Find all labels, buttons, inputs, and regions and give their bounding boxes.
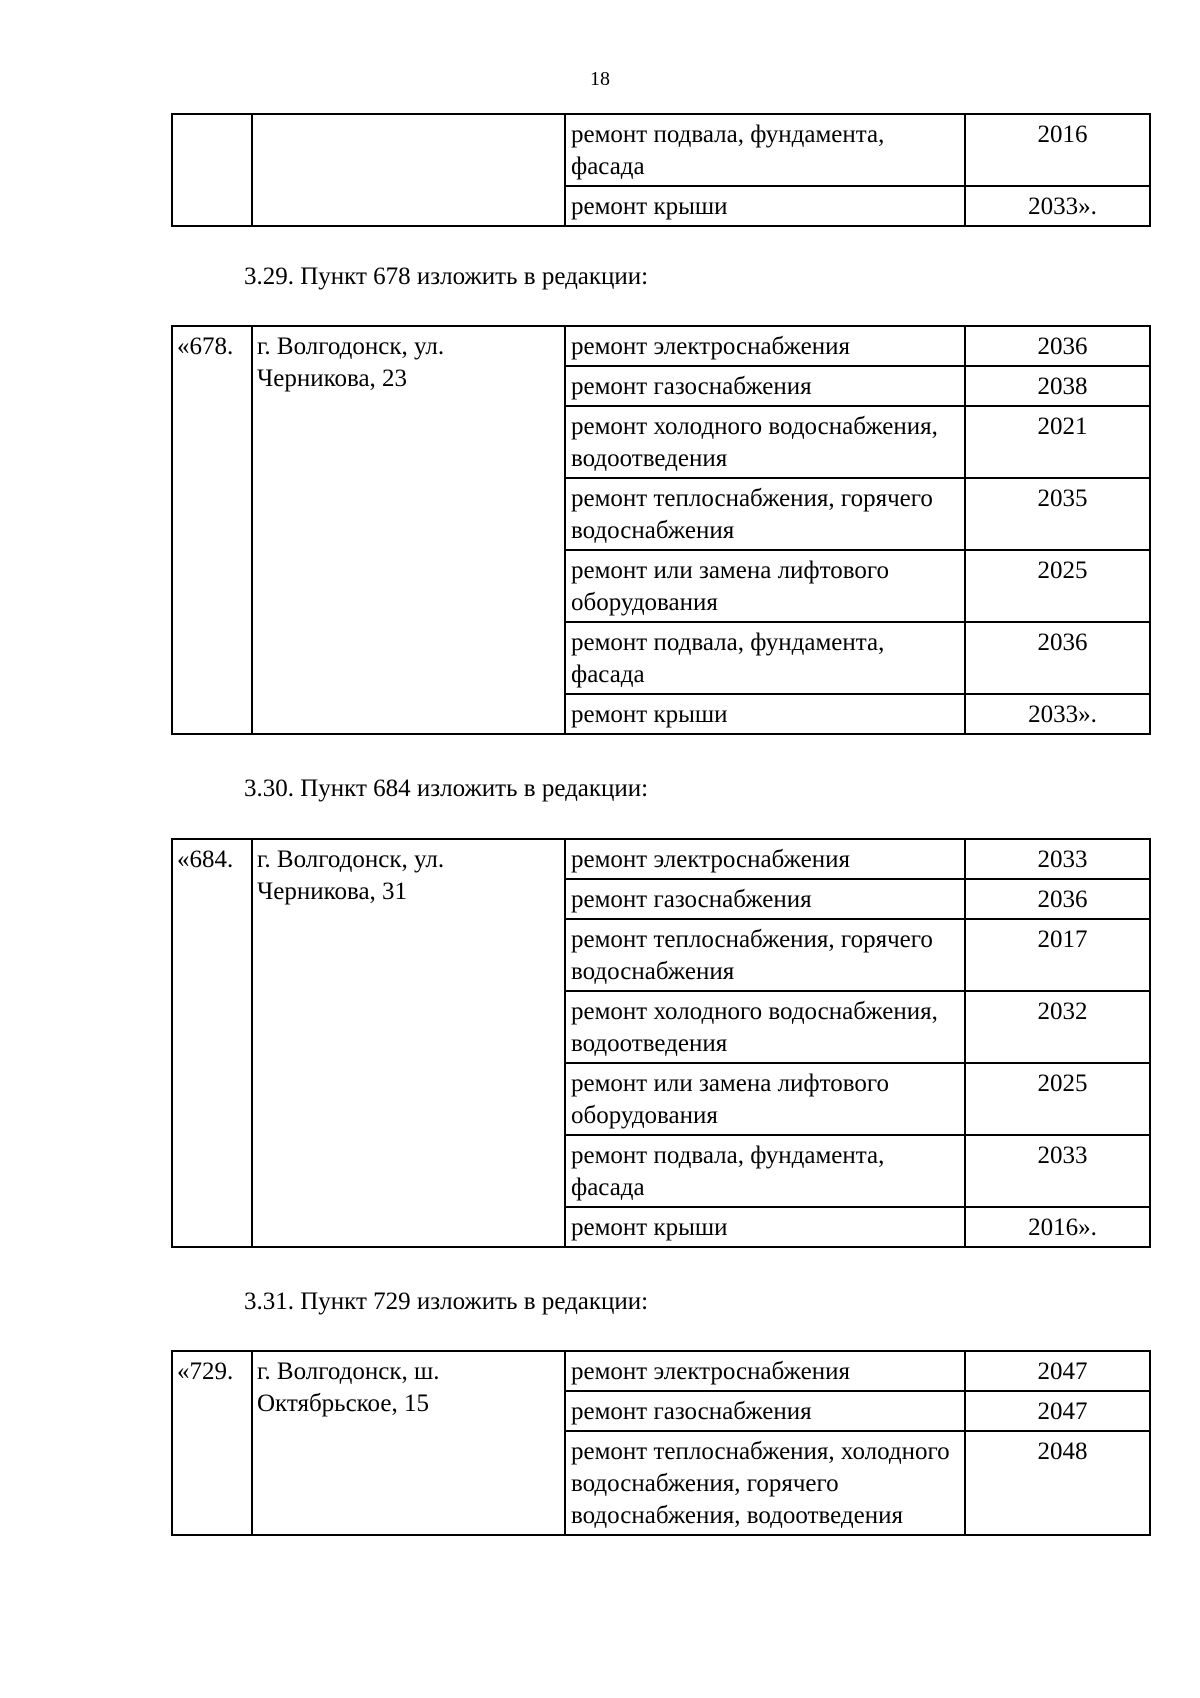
address-cell: г. Волгодонск, ул. Черникова, 31 <box>252 839 565 1247</box>
year-cell: 2036 <box>965 879 1150 919</box>
year-cell: 2036 <box>965 622 1150 694</box>
year-cell: 2036 <box>965 326 1150 366</box>
year-cell: 2038 <box>965 366 1150 406</box>
work-cell: ремонт крыши <box>565 186 965 226</box>
work-cell: ремонт теплоснабжения, горячего водоснабжения <box>565 919 965 991</box>
year-cell: 2032 <box>965 991 1150 1063</box>
year-cell: 2016 <box>965 114 1150 186</box>
work-cell: ремонт теплоснабжения, горячего водоснабжения <box>565 478 965 550</box>
work-cell: ремонт подвала, фундамента, фасада <box>565 622 965 694</box>
work-cell: ремонт подвала, фундамента, фасада <box>565 114 965 186</box>
year-cell: 2047 <box>965 1391 1150 1431</box>
schedule-table <box>171 1350 1151 1536</box>
year-cell: 2017 <box>965 919 1150 991</box>
year-cell: 2025 <box>965 550 1150 622</box>
year-cell: 2035 <box>965 478 1150 550</box>
section-heading: 3.29. Пункт 678 изложить в редакции: <box>244 263 649 290</box>
table-row <box>172 839 1150 879</box>
year-cell: 2047 <box>965 1351 1150 1391</box>
schedule-table <box>171 838 1151 1248</box>
work-cell: ремонт газоснабжения <box>565 1391 965 1431</box>
year-cell: 2033». <box>965 186 1150 226</box>
item-number-cell: «729. <box>172 1351 252 1535</box>
year-cell: 2021 <box>965 406 1150 478</box>
address-cell: г. Волгодонск, ш. Октябрьское, 15 <box>252 1351 565 1535</box>
table-row <box>172 326 1150 366</box>
item-number-cell: «678. <box>172 326 252 734</box>
work-cell: ремонт крыши <box>565 1207 965 1247</box>
work-cell: ремонт или замена лифтового оборудования <box>565 550 965 622</box>
schedule-table <box>171 325 1151 735</box>
address-cell: г. Волгодонск, ул. Черникова, 23 <box>252 326 565 734</box>
table-row <box>172 114 1150 186</box>
section-heading: 3.31. Пункт 729 изложить в редакции: <box>244 1288 649 1315</box>
work-cell: ремонт крыши <box>565 694 965 734</box>
work-cell: ремонт газоснабжения <box>565 366 965 406</box>
work-cell: ремонт холодного водоснабжения, водоотведения <box>565 991 965 1063</box>
work-cell: ремонт теплоснабжения, холодного водоснабжения, горячего водоснабжения, водоотведения <box>565 1431 965 1535</box>
work-cell: ремонт электроснабжения <box>565 1351 965 1391</box>
work-cell: ремонт холодного водоснабжения, водоотведения <box>565 406 965 478</box>
address-cell <box>252 114 565 226</box>
year-cell: 2025 <box>965 1063 1150 1135</box>
item-number-cell <box>172 114 252 226</box>
year-cell: 2048 <box>965 1431 1150 1535</box>
section-heading: 3.30. Пункт 684 изложить в редакции: <box>244 775 649 802</box>
year-cell: 2033 <box>965 1135 1150 1207</box>
continuation-table <box>171 113 1151 227</box>
year-cell: 2033 <box>965 839 1150 879</box>
work-cell: ремонт электроснабжения <box>565 839 965 879</box>
year-cell: 2033». <box>965 694 1150 734</box>
work-cell: ремонт электроснабжения <box>565 326 965 366</box>
item-number-cell: «684. <box>172 839 252 1247</box>
work-cell: ремонт или замена лифтового оборудования <box>565 1063 965 1135</box>
work-cell: ремонт газоснабжения <box>565 879 965 919</box>
table-row <box>172 1351 1150 1391</box>
year-cell: 2016». <box>965 1207 1150 1247</box>
work-cell: ремонт подвала, фундамента, фасада <box>565 1135 965 1207</box>
page-number: 18 <box>590 68 610 90</box>
